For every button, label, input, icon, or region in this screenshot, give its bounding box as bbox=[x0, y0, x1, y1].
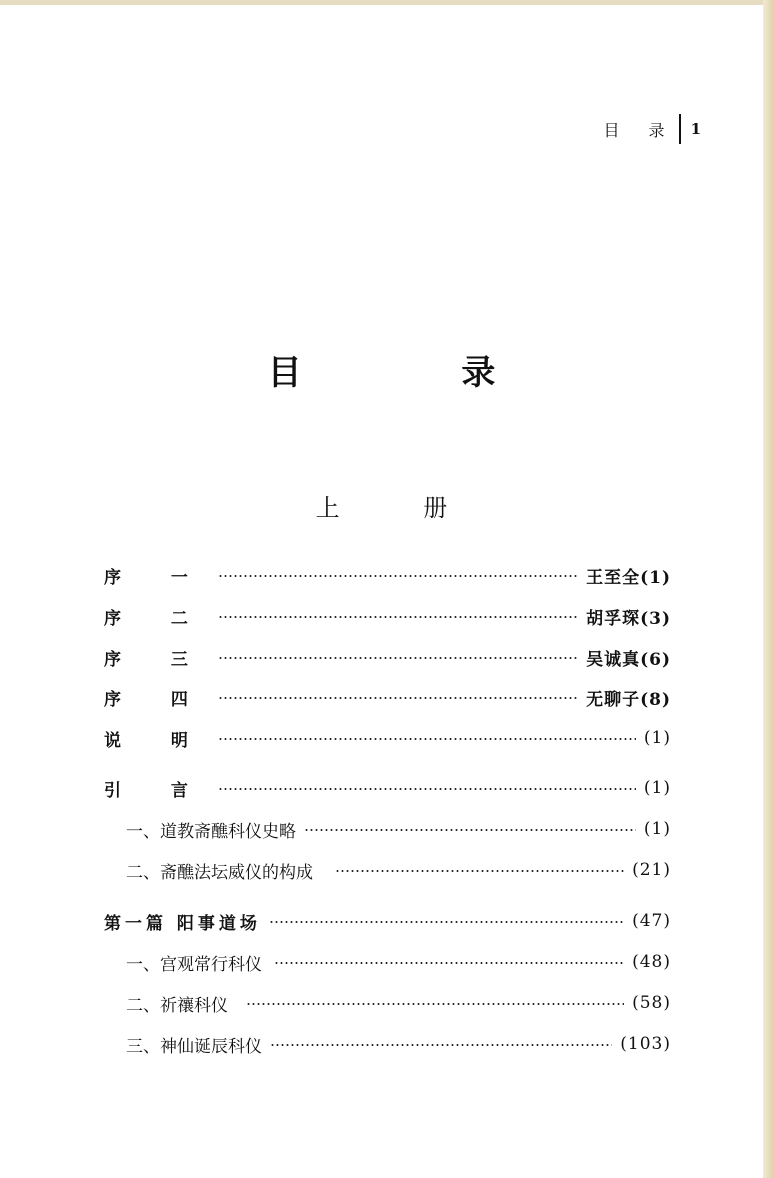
toc-leader-dots bbox=[218, 657, 578, 659]
toc-entry[interactable] bbox=[104, 724, 671, 752]
toc-entry[interactable] bbox=[104, 602, 671, 630]
toc-leader-dots bbox=[270, 1044, 612, 1046]
toc-entry-page: (21) bbox=[632, 860, 671, 880]
toc-entry[interactable] bbox=[126, 1030, 671, 1058]
page-number: 1 bbox=[690, 120, 701, 138]
toc-entry[interactable] bbox=[126, 989, 671, 1017]
toc-entry-page: 吴诚真(6) bbox=[586, 649, 671, 670]
toc-entry-label: 说 明 bbox=[104, 730, 210, 751]
volume-title: 上 册 bbox=[315, 494, 486, 522]
toc-entry-label: 三、神仙诞辰科仪 bbox=[126, 1036, 262, 1057]
toc-entry-label: 序 四 bbox=[104, 689, 210, 710]
page-title: 目 录 bbox=[267, 353, 570, 393]
toc-entry[interactable] bbox=[104, 907, 671, 935]
toc-entry-label: 序 一 bbox=[104, 567, 210, 588]
header-divider bbox=[679, 114, 681, 144]
toc-leader-dots bbox=[304, 829, 636, 831]
toc-leader-dots bbox=[269, 921, 624, 923]
toc-entry-label: 第一篇 阳事道场 bbox=[104, 913, 261, 934]
toc-leader-dots bbox=[218, 575, 578, 577]
running-header bbox=[603, 112, 701, 146]
toc-entry[interactable] bbox=[126, 815, 671, 843]
toc-entry-label: 引 言 bbox=[104, 780, 210, 801]
toc-entry-label: 二、斋醮法坛威仪的构成 bbox=[126, 862, 313, 883]
toc-entry-page: 无聊子(8) bbox=[586, 689, 671, 710]
toc-entry-page: 王至全(1) bbox=[586, 567, 671, 588]
toc-leader-dots bbox=[218, 697, 578, 699]
toc-entry[interactable] bbox=[104, 561, 671, 589]
toc-entry-label: 二、祈禳科仪 bbox=[126, 995, 228, 1016]
page-right-edge bbox=[763, 0, 773, 1178]
toc-entry-page: (58) bbox=[632, 993, 671, 1013]
page-top-edge bbox=[0, 0, 773, 5]
toc-entry[interactable] bbox=[126, 856, 671, 884]
toc-entry-label: 一、宫观常行科仪 bbox=[126, 954, 262, 975]
toc-leader-dots bbox=[274, 962, 624, 964]
toc-entry-label: 一、道教斋醮科仪史略 bbox=[126, 821, 296, 842]
toc-entry-page: (1) bbox=[643, 819, 671, 839]
toc-entry-page: (47) bbox=[632, 911, 671, 931]
toc-entry[interactable] bbox=[126, 948, 671, 976]
toc-entry[interactable] bbox=[104, 683, 671, 711]
toc-entry[interactable] bbox=[104, 774, 671, 802]
toc-entry-label: 序 三 bbox=[104, 649, 210, 670]
toc-leader-dots bbox=[218, 738, 636, 740]
toc-entry-page: (1) bbox=[643, 778, 671, 798]
toc-entry-page: (103) bbox=[620, 1034, 671, 1054]
running-header-title: 目 录 bbox=[603, 120, 677, 140]
toc-entry[interactable] bbox=[104, 643, 671, 671]
toc-leader-dots bbox=[335, 870, 624, 872]
toc-entry-label: 序 二 bbox=[104, 608, 210, 629]
toc-entry-page: (48) bbox=[632, 952, 671, 972]
toc-leader-dots bbox=[246, 1003, 624, 1005]
toc-leader-dots bbox=[218, 616, 578, 618]
toc-entry-page: (1) bbox=[643, 728, 671, 748]
toc-entry-page: 胡孚琛(3) bbox=[586, 608, 671, 629]
toc-leader-dots bbox=[218, 788, 636, 790]
